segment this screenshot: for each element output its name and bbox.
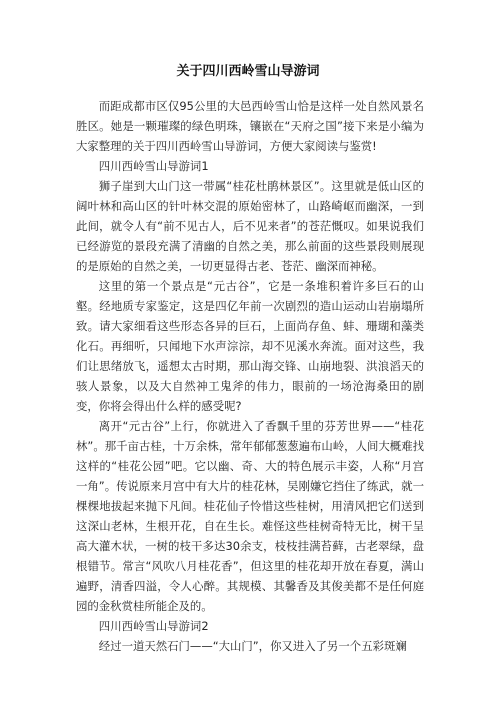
section-heading-1: 四川西岭雪山导游词1 [98, 159, 209, 173]
section-heading-2: 四川西岭雪山导游词2 [98, 619, 209, 633]
paragraph-yuangu-valley: 这里的第一个景点是“元古谷”，它是一条堆积着许多巨石的山壑。经地质专家鉴定，这是四亿年前一次剧烈的造山运动山岩崩塌所致。请大家细看这些形态各异的巨石，上面尚存鱼、蚌、珊瑚和藻类化石。再细听，只闻地下水声淙淙，却不见溪水奔流。面对这些，我们让思绪放飞，遥想太古时期，那山海交锋、山崩地裂、洪浪滔天的骇人景象，以及大自然神工鬼斧的伟力，眼前的一场沧海桑田的剧变，你将会得出什么样的感受呢? [76, 279, 424, 413]
document-body [76, 96, 424, 656]
paragraph-big-gate: 经过一道天然石门——“大山门”，你又进入了另一个五彩斑斓 [98, 639, 407, 653]
paragraph-guilin-azalea: 狮子崖到大山门这一带属“桂花杜鹃林景区”。这里就是低山区的阔叶林和高山区的针叶林交混的原始密林了，山路崎岖而幽深，一到此间，就令人有“前不见古人，后不见来者”的苍茫慨叹。如果说我们已经游览的景段充满了清幽的自然之美，那么前面的这些景段则展现的是原始的自然之美，一切更显得古老、苍茫、幽深而神秘。 [76, 179, 424, 273]
paragraph-osmanthus-forest: 离开“元古谷”上行，你就进入了香飘千里的芬芳世界——“桂花林”。那千亩古桂，十万余株，常年郁郁葱葱遍布山岭，人间大概难找这样的“桂花公园”吧。它以幽、奇、大的特色展示丰姿，人称“月宫一角”。传说原来月宫中有大片的桂花林，吴刚嫌它挡住了练武，就一棵棵地拔起来抛下凡间。桂花仙子怜惜这些桂树，用清风把它们送到这深山老林，生根开花，自在生长。难怪这些桂树奇特无比，树干呈高大灌木状，一树的枝干多达30余支，枝枝挂满苔藓，古老翠绿，盘根错节。常言“风吹八月桂花香”，但这里的桂花却开放在春夏，满山遍野，清香四溢，令人心醉。其规模、其馨香及其俊美都不是任何庭园的金秋赏桂所能企及的。 [76, 419, 424, 613]
paragraph-intro: 而距成都市区仅95公里的大邑西岭雪山恰是这样一处自然风景名胜区。她是一颗璀璨的绿色明珠，镶嵌在“天府之国”接下来是小编为大家整理的关于四川西岭雪山导游词，方便大家阅读与鉴赏! [76, 99, 424, 153]
document-title: 关于四川西岭雪山导游词 [176, 64, 320, 79]
